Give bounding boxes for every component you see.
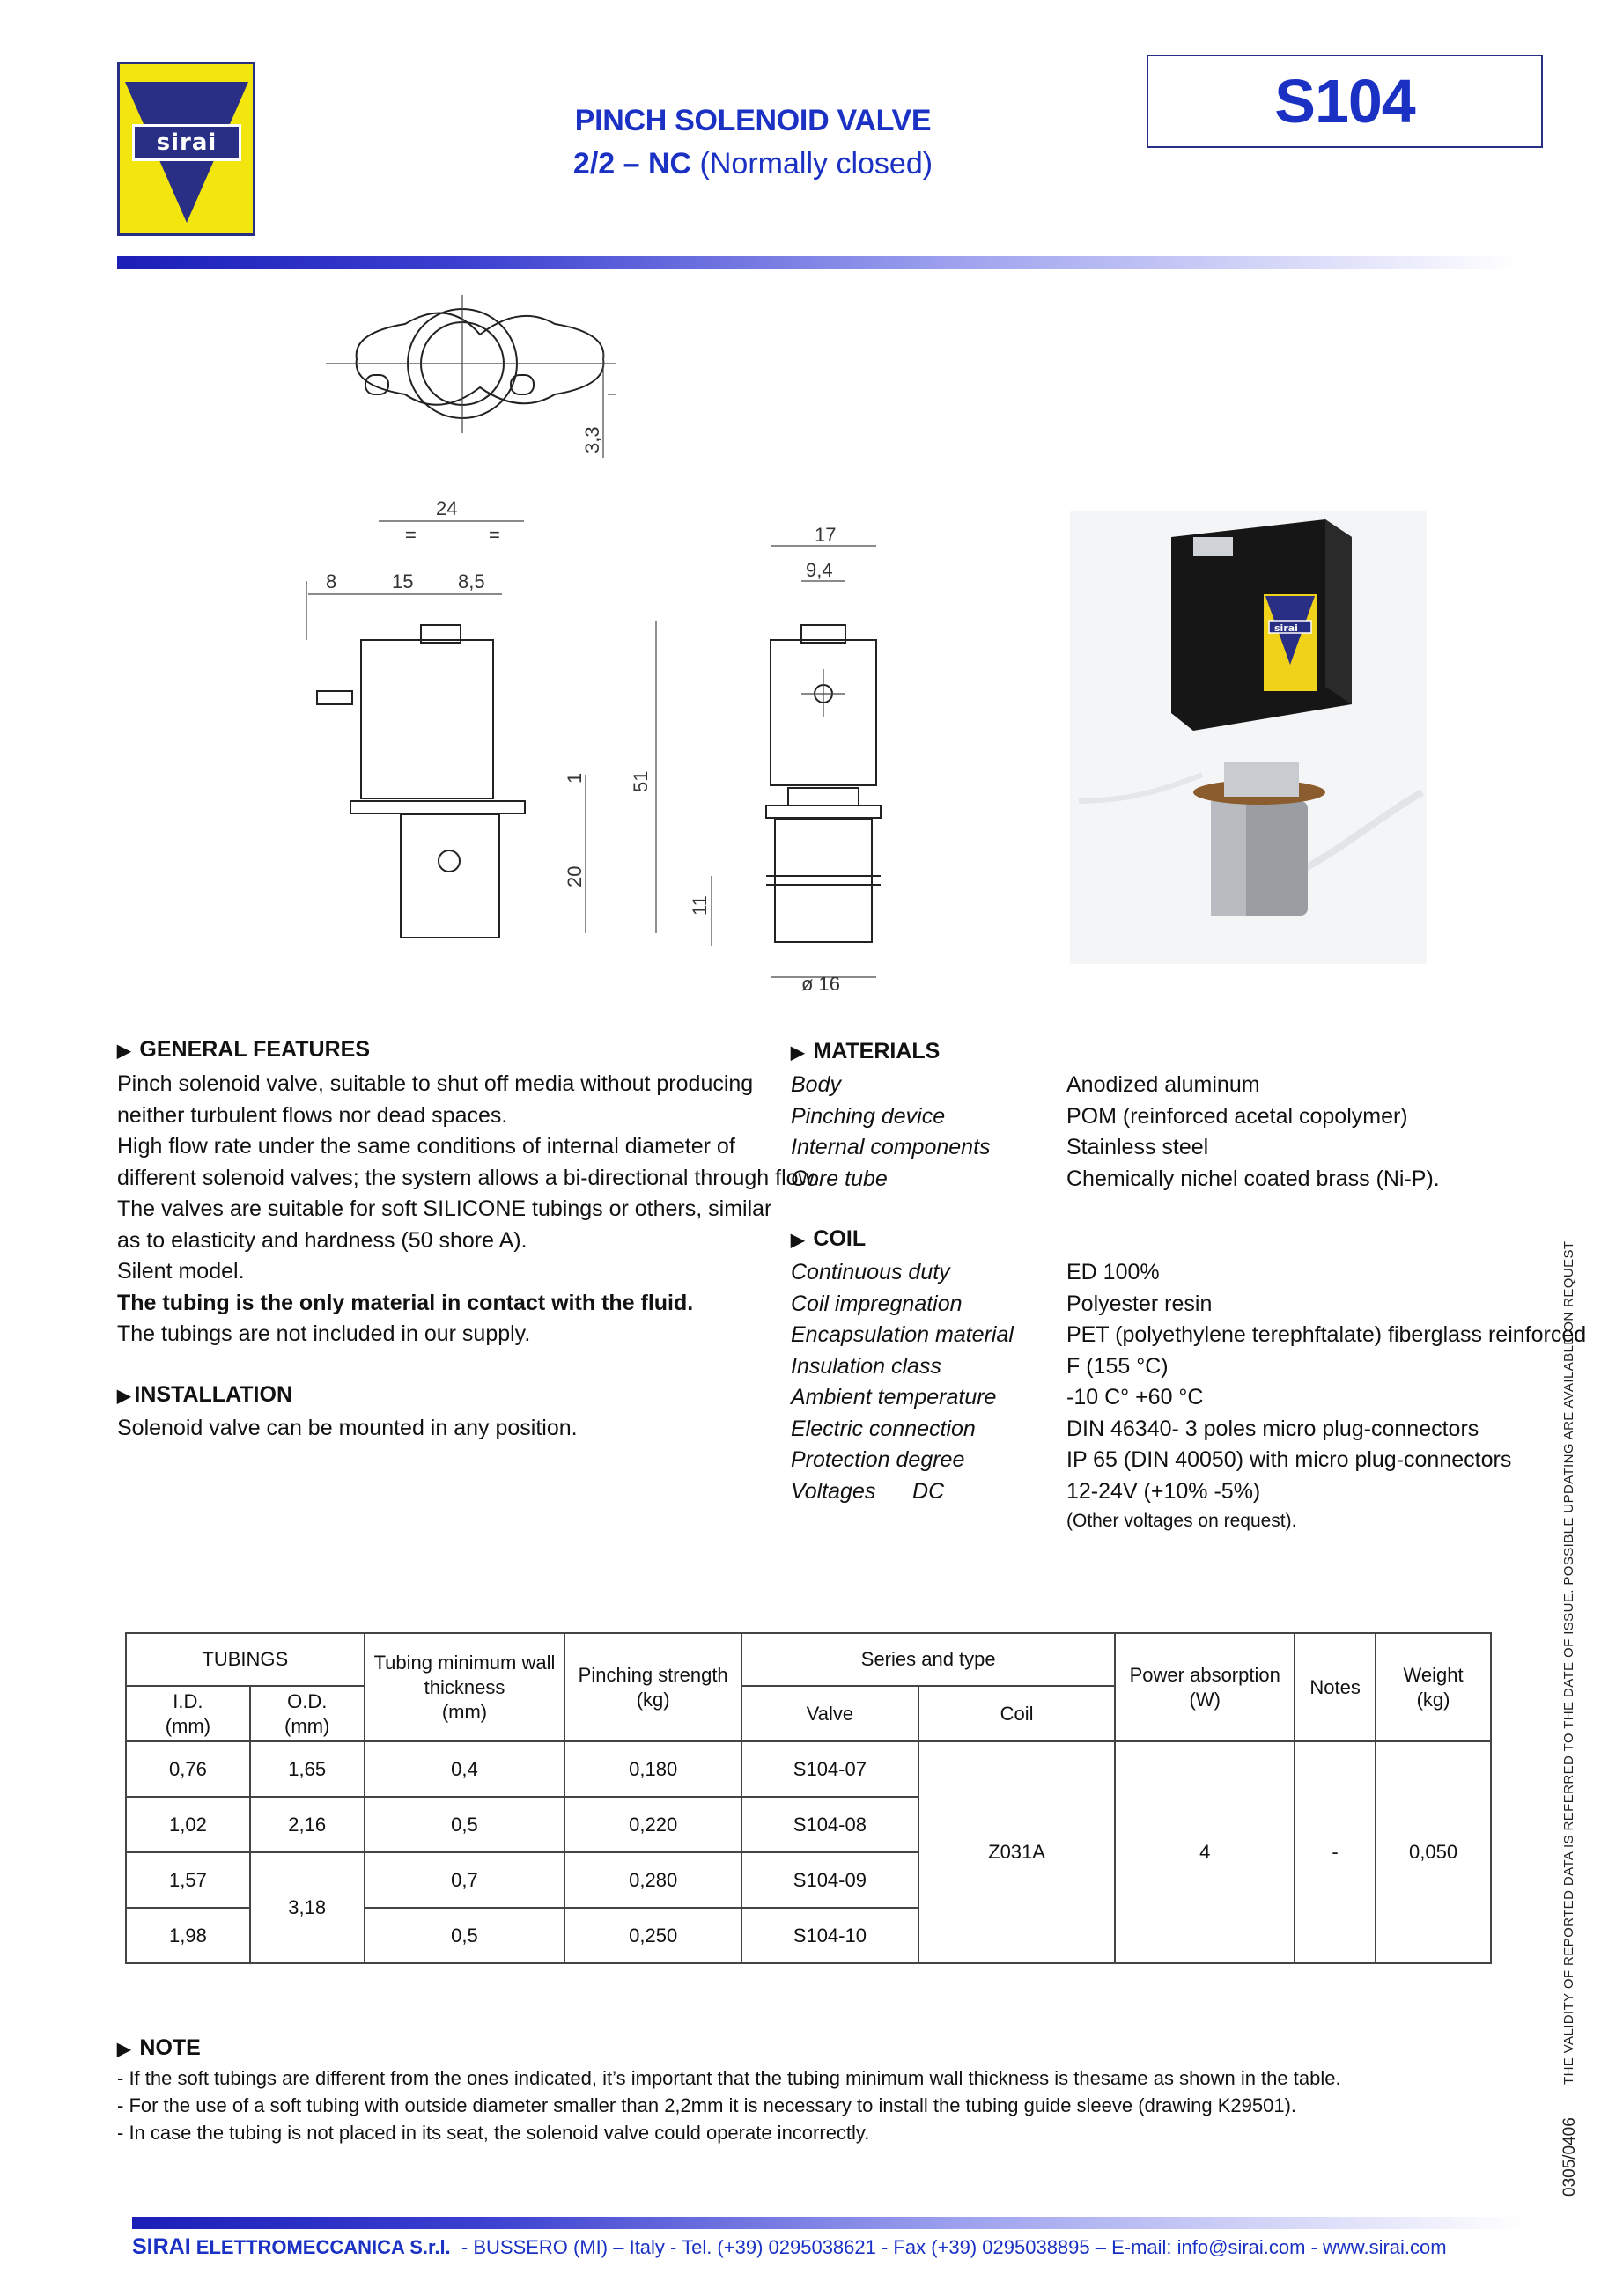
coil-table (791, 1257, 1586, 1535)
cell-pinch: 0,250 (564, 1908, 741, 1963)
dim-20: 20 (564, 865, 586, 887)
features-line: Pinch solenoid valve, suitable to shut off media without producing (117, 1071, 754, 1096)
dim-3-3: 3,3 (581, 426, 603, 453)
features-line: Silent model. (117, 1259, 245, 1284)
cell-od: 2,16 (250, 1797, 365, 1852)
top-gradient-rule (117, 256, 1517, 269)
th-series: Series and type (741, 1633, 1115, 1686)
footer (132, 2234, 1447, 2260)
spec-label: Voltages DC (791, 1478, 945, 1504)
dim-16: ø 16 (801, 973, 841, 995)
subtitle-rest: (Normally closed) (691, 147, 933, 180)
cell-coil: Z031A (918, 1741, 1116, 1963)
features-line: as to elasticity and hardness (50 shore A). (117, 1227, 527, 1253)
spec-label: Coil impregnation (791, 1291, 963, 1316)
spec-row (791, 1257, 1586, 1289)
th-valve: Valve (741, 1686, 918, 1741)
th-pinch: Pinching strength (kg) (564, 1633, 741, 1741)
general-features-text (117, 1069, 819, 1350)
installation-title: INSTALLATION (134, 1382, 292, 1407)
spec-label: Pinching device (791, 1103, 946, 1129)
bullet-triangle-icon: ▶ (117, 1041, 131, 1061)
dim-17: 17 (815, 524, 837, 546)
bullet-triangle-icon: ▶ (791, 1043, 805, 1063)
page-subtitle (387, 147, 1118, 181)
spec-label: Insulation class (791, 1353, 941, 1379)
note-line: - For the use of a soft tubing with outside diameter smaller than 2,2mm it is necessary to install the tubing guide sleeve (drawing K29501). (117, 2094, 1297, 2116)
note-title: NOTE (139, 2035, 201, 2060)
bullet-triangle-icon: ▶ (791, 1231, 805, 1250)
th-notes: Notes (1295, 1633, 1376, 1741)
coil-body-front (361, 640, 493, 798)
dim-8-5: 8,5 (458, 570, 485, 592)
spec-label: Ambient temperature (791, 1385, 997, 1409)
sirai-logo (117, 62, 255, 236)
bullet-triangle-icon: ▶ (117, 1387, 131, 1406)
footer-company: ELETTROMECCANICA S.r.l. (190, 2236, 451, 2258)
th-wall: Tubing minimum wall thickness (mm) (365, 1633, 565, 1741)
installation-heading (117, 1382, 292, 1408)
th-tubings: TUBINGS (126, 1633, 365, 1686)
table-row (126, 1741, 1491, 1797)
spec-row (791, 1289, 1586, 1321)
flange-plate-side (766, 806, 881, 818)
spec-row (791, 1414, 1586, 1446)
cell-pinch: 0,220 (564, 1797, 741, 1852)
valve-body-side (775, 819, 872, 942)
logo-text: sirai (156, 129, 218, 156)
cell-id: 1,98 (126, 1908, 250, 1963)
cell-pinch: 0,180 (564, 1741, 741, 1797)
flange-plate-front (350, 801, 525, 813)
cell-od: 1,65 (250, 1741, 365, 1797)
photo-logo-text: sirai (1274, 622, 1298, 634)
tubings-table (125, 1632, 1492, 1964)
installation-text (117, 1413, 578, 1445)
valve-body-front (401, 814, 499, 938)
spec-row (791, 1101, 1440, 1133)
document-code-text: 0305/0406 (1560, 2117, 1579, 2197)
th-od: O.D. (mm) (250, 1686, 365, 1741)
spec-value: 12-24V (+10% -5%) (1066, 1478, 1261, 1504)
note-line: - In case the tubing is not placed in its seat, the solenoid valve could operate incorrectly. (117, 2122, 870, 2144)
note-line: - If the soft tubings are different from the ones indicated, it’s important that the tubing minimum wall thickness is thesame as shown in the table. (117, 2067, 1341, 2089)
coil-title: COIL (813, 1226, 867, 1251)
cell-valve: S104-07 (741, 1741, 918, 1797)
spec-row (791, 1445, 1586, 1476)
cell-pinch: 0,280 (564, 1852, 741, 1908)
spec-value: Chemically nichel coated brass (Ni-P). (1066, 1166, 1440, 1191)
note-heading (117, 2035, 201, 2061)
spec-label: Protection degree (791, 1447, 965, 1472)
materials-title: MATERIALS (813, 1039, 941, 1063)
page-title: PINCH SOLENOID VALVE (574, 104, 932, 137)
spec-label: Body (791, 1072, 841, 1097)
logo-band (132, 124, 241, 161)
subtitle-bold: 2/2 – NC (572, 147, 692, 180)
dim-1: 1 (564, 772, 586, 784)
footer-contact: - BUSSERO (MI) – Italy - Tel. (+39) 0295038621 - Fax (+39) 0295038895 – E-mail: info@sirai.com - www.sirai.com (450, 2236, 1447, 2258)
materials-heading (791, 1039, 940, 1064)
spec-value: DIN 46340- 3 poles micro plug-connectors (1066, 1416, 1479, 1441)
features-line: neither turbulent flows nor dead spaces. (117, 1102, 508, 1128)
general-features-title: GENERAL FEATURES (139, 1037, 370, 1062)
materials-table (791, 1070, 1440, 1195)
cell-valve: S104-09 (741, 1852, 918, 1908)
dim-11: 11 (689, 895, 711, 916)
spec-value: POM (reinforced acetal copolymer) (1066, 1103, 1408, 1129)
validity-text: THE VALIDITY OF REPORTED DATA IS REFERRED TO THE DATE OF ISSUE. POSSIBLE UPDATING ARE AVAILABLE ON REQUEST (1561, 1240, 1576, 2085)
spec-label: Continuous duty (791, 1260, 950, 1284)
spec-row (791, 1476, 1586, 1508)
connector-pin (317, 691, 352, 704)
th-weight: Weight (kg) (1376, 1633, 1491, 1741)
cell-id: 1,57 (126, 1852, 250, 1908)
spec-row (791, 1351, 1586, 1383)
features-line: different solenoid valves; the system allows a bi-directional through flow. (117, 1165, 820, 1190)
flange-slot-left (365, 375, 388, 394)
cell-weight: 0,050 (1376, 1741, 1491, 1963)
spec-value: -10 C° +60 °C (1066, 1385, 1204, 1409)
cell-wall: 0,4 (365, 1741, 565, 1797)
th-coil: Coil (918, 1686, 1116, 1741)
cell-power: 4 (1115, 1741, 1295, 1963)
general-features-heading (117, 1037, 370, 1063)
spec-row (791, 1132, 1440, 1164)
spec-value: Polyester resin (1066, 1291, 1213, 1316)
dim-eq-2: = (489, 524, 500, 546)
spec-label: Encapsulation material (791, 1322, 1014, 1347)
dim-15: 15 (392, 570, 414, 592)
spec-label: Core tube (791, 1166, 888, 1191)
cell-id: 1,02 (126, 1797, 250, 1852)
cell-wall: 0,5 (365, 1797, 565, 1852)
coil-heading (791, 1226, 866, 1252)
model-code-box (1147, 55, 1543, 148)
features-bold-line: The tubing is the only material in contact with the fluid. (117, 1290, 694, 1315)
dim-51: 51 (630, 770, 652, 792)
dim-8: 8 (326, 570, 337, 592)
model-code: S104 (1274, 67, 1415, 136)
spec-row (791, 1320, 1586, 1351)
features-line: The tubings are not included in our supply. (117, 1321, 531, 1346)
table-header-row (126, 1633, 1491, 1686)
pin-hole-front (439, 850, 460, 872)
note-text (117, 2064, 1341, 2146)
spec-label: Electric connection (791, 1416, 976, 1441)
spec-value: Anodized aluminum (1066, 1072, 1260, 1097)
features-line: The valves are suitable for soft SILICONE tubings or others, similar (117, 1196, 772, 1221)
product-photo (1070, 511, 1427, 964)
spec-value: F (155 °C) (1066, 1353, 1169, 1379)
spec-value: IP 65 (DIN 40050) with micro plug-connectors (1066, 1447, 1512, 1472)
bullet-triangle-icon: ▶ (117, 2040, 131, 2059)
spec-value: ED 100% (1066, 1260, 1160, 1284)
spec-value: Stainless steel (1066, 1135, 1209, 1159)
stem-side (788, 788, 859, 806)
coil-voltage-note: (Other voltages on request). (1066, 1511, 1297, 1531)
flange-slot-right (511, 375, 534, 394)
dim-9-4: 9,4 (806, 559, 833, 581)
validity-disclaimer (1561, 1240, 1579, 2085)
spec-row (791, 1070, 1440, 1101)
spec-label: Internal components (791, 1135, 991, 1159)
spec-row (791, 1382, 1586, 1414)
cell-wall: 0,5 (365, 1908, 565, 1963)
technical-drawings (282, 282, 1162, 1012)
document-code (1560, 2108, 1580, 2197)
footer-brand: SIRAI (132, 2234, 191, 2259)
spec-value: PET (polyethylene terephftalate) fiberglass reinforced (1066, 1322, 1587, 1347)
th-power: Power absorption (W) (1115, 1633, 1295, 1741)
dim-24: 24 (436, 497, 458, 519)
bottom-gradient-rule (132, 2217, 1523, 2229)
title-block (387, 104, 1118, 181)
th-id: I.D. (mm) (126, 1686, 250, 1741)
installation-line: Solenoid valve can be mounted in any position. (117, 1416, 578, 1440)
spec-row (791, 1164, 1440, 1196)
dim-eq-1: = (405, 524, 417, 546)
cell-od: 3,18 (250, 1852, 365, 1963)
features-line: High flow rate under the same conditions of internal diameter of (117, 1134, 735, 1159)
cell-wall: 0,7 (365, 1852, 565, 1908)
cell-valve: S104-08 (741, 1797, 918, 1852)
cell-notes: - (1295, 1741, 1376, 1963)
cell-id: 0,76 (126, 1741, 250, 1797)
cell-valve: S104-10 (741, 1908, 918, 1963)
